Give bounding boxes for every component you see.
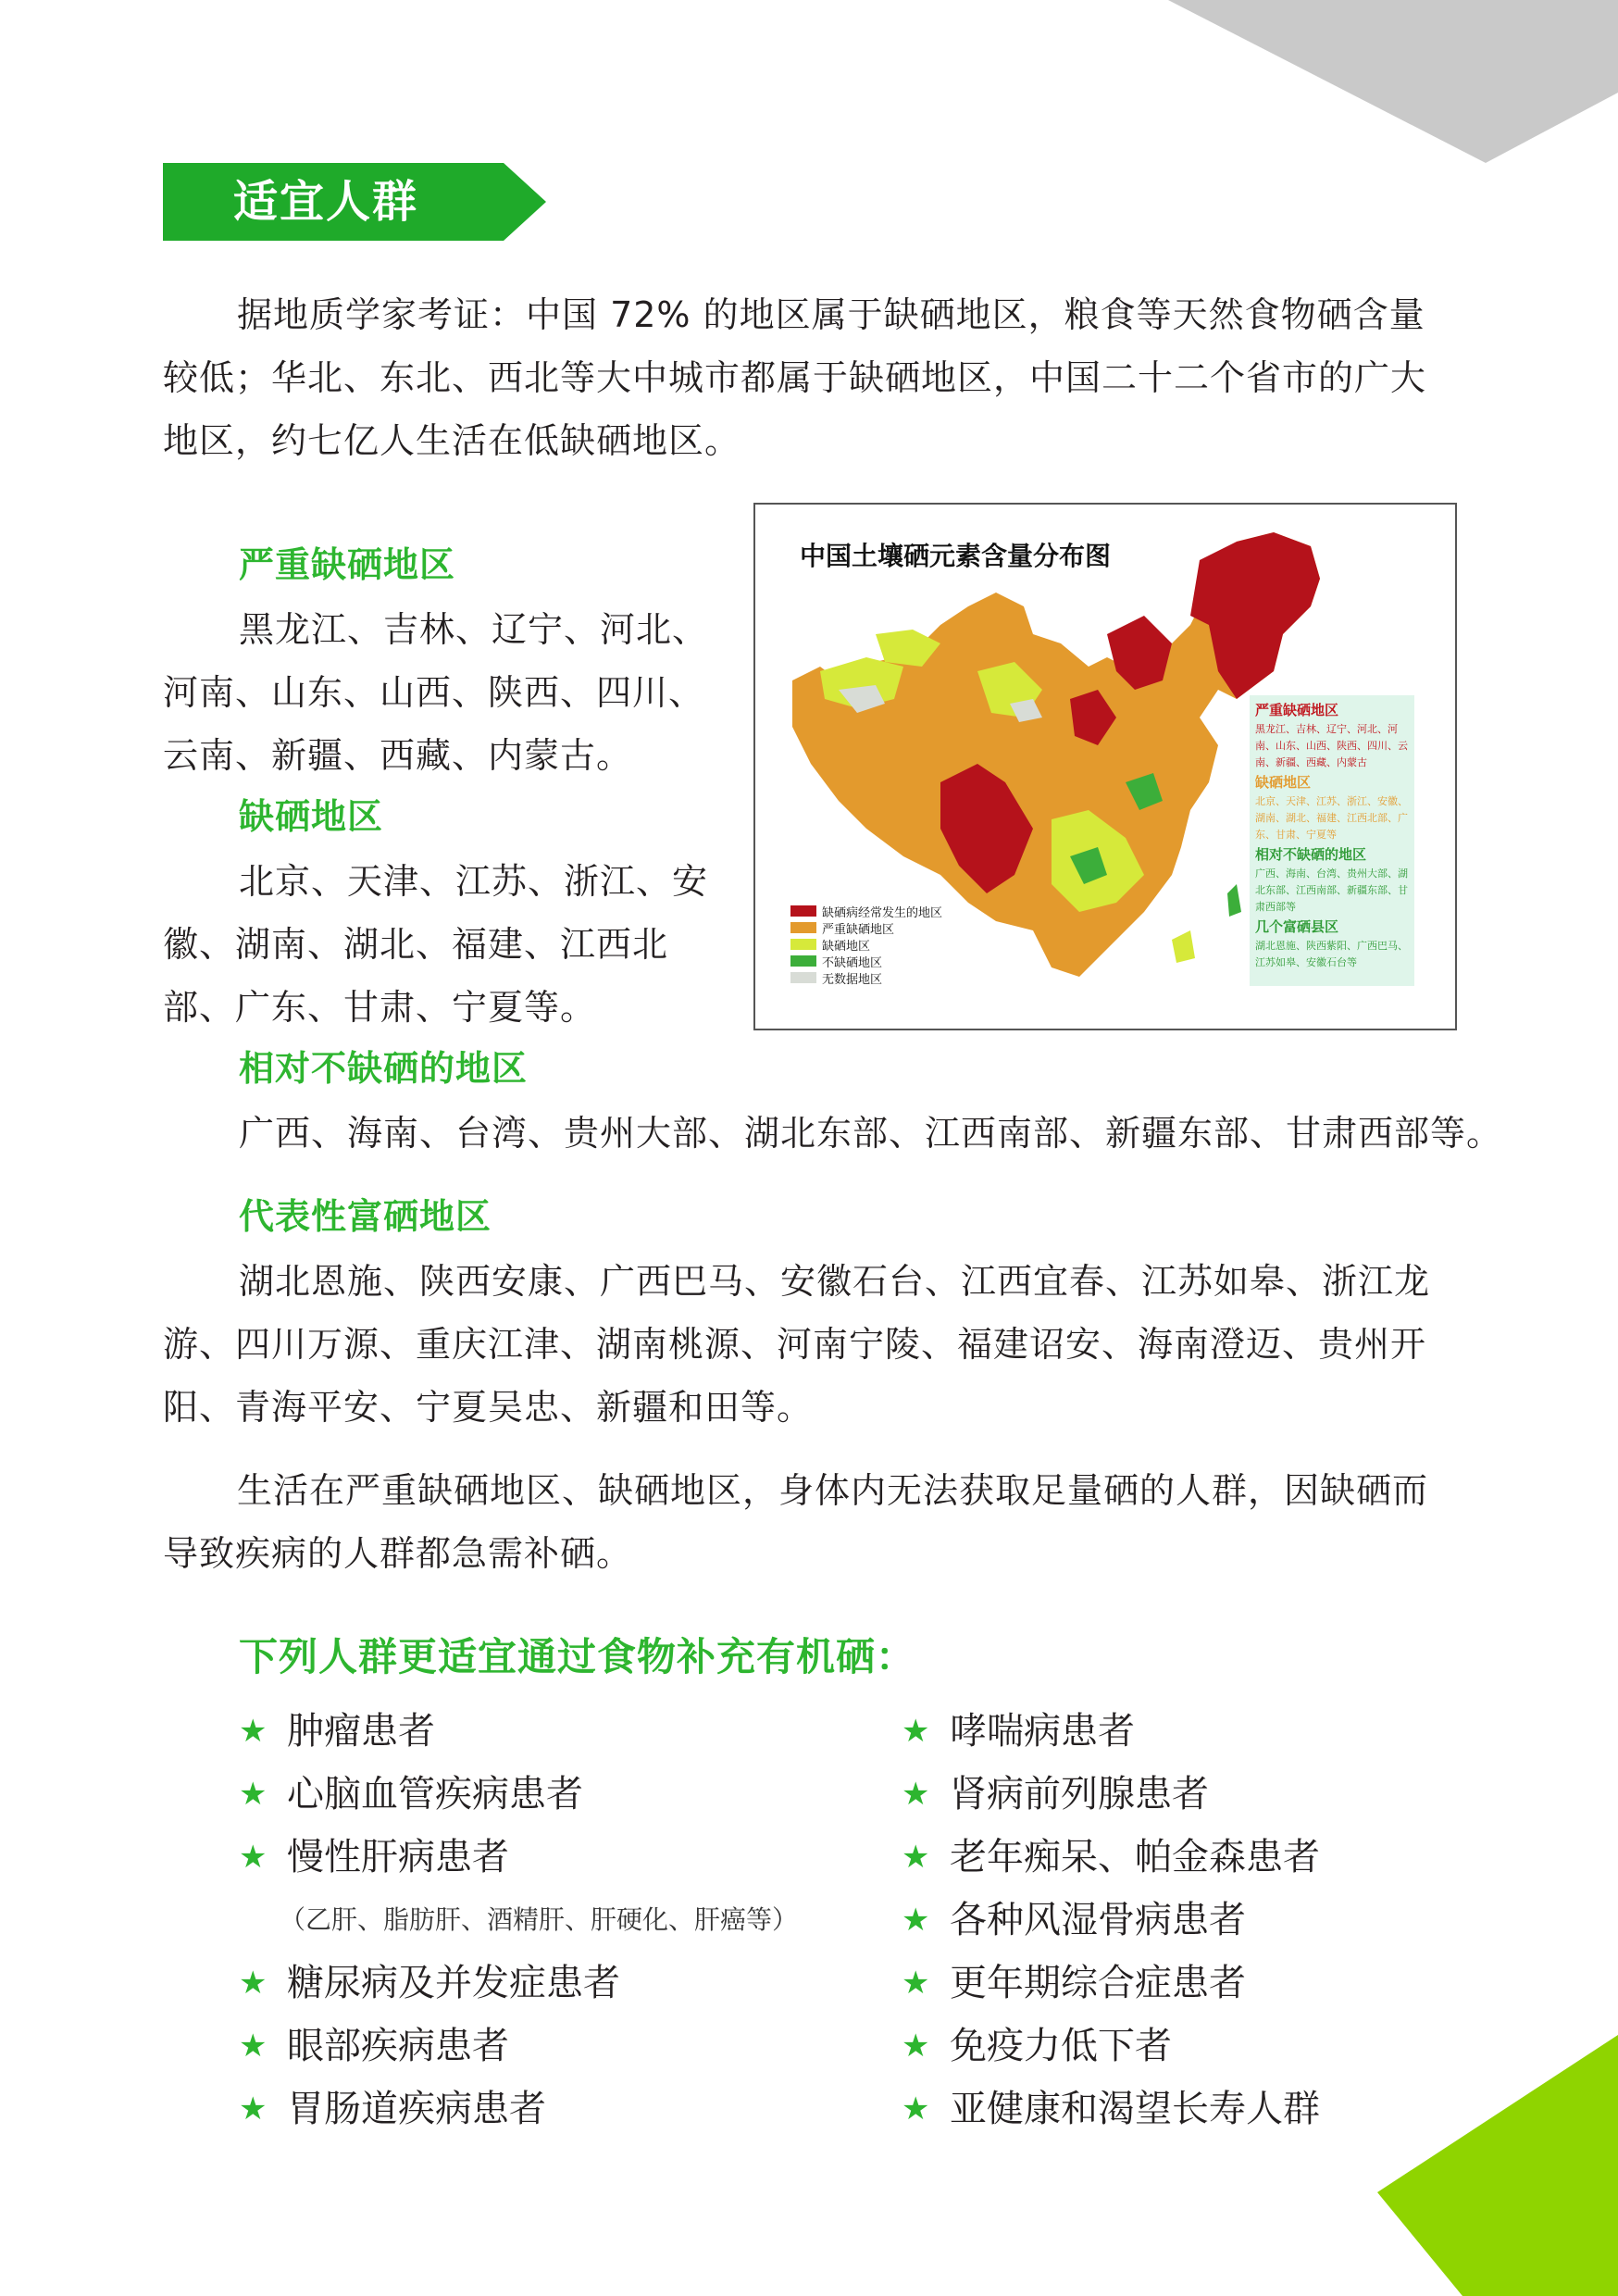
suitable-heading: 下列人群更适宜通过食物补充有机硒： bbox=[239, 1634, 916, 1679]
relative-heading: 相对不缺硒的地区 bbox=[239, 1048, 529, 1089]
intro-text: 据地质学家考证：中国 72% 的地区属于缺硒地区，粮食等天然食物硒含量较低；华北、东北、西北等大中城市都属于缺硒地区，中国二十二个省市的广大地区，约七亿人生活在低缺硒地区。 bbox=[163, 294, 1427, 461]
list-item: ★ 胃肠道疾病患者 bbox=[239, 2078, 798, 2140]
key-heading: 相对不缺硒的地区 bbox=[1255, 846, 1367, 863]
rich-heading: 代表性富硒地区 bbox=[239, 1196, 492, 1237]
suitable-list-right bbox=[902, 1700, 1320, 2140]
deficient-heading: 缺硒地区 bbox=[239, 796, 384, 837]
banner-title: 适宜人群 bbox=[233, 176, 419, 228]
list-item: ★ 亚健康和渴望长寿人群 bbox=[902, 2078, 1320, 2140]
summary-paragraph bbox=[163, 1459, 1459, 1585]
star-icon: ★ bbox=[239, 1839, 268, 1876]
list-item: ★ 眼部疾病患者 bbox=[239, 2015, 798, 2078]
relative-text: 广西、海南、台湾、贵州大部、湖北东部、江西南部、新疆东部、甘肃西部等。 bbox=[239, 1113, 1503, 1154]
key-heading: 几个富硒县区 bbox=[1255, 918, 1339, 935]
legend-item: 严重缺硒地区 bbox=[790, 919, 942, 936]
key-text: 湖北恩施、陕西紫阳、广西巴马、江苏如皋、安徽石台等 bbox=[1255, 940, 1408, 968]
map-title: 中国土壤硒元素含量分布图 bbox=[800, 541, 1112, 571]
key-text: 黑龙江、吉林、辽宁、河北、河南、山东、山西、陕西、四川、云南、新疆、西藏、内蒙古 bbox=[1255, 723, 1408, 768]
list-item: ★ 糖尿病及并发症患者 bbox=[239, 1952, 798, 2015]
star-icon: ★ bbox=[902, 1839, 930, 1876]
key-heading: 缺硒地区 bbox=[1255, 774, 1312, 791]
corner-decoration-top bbox=[0, 0, 1618, 185]
legend-item: 不缺硒地区 bbox=[790, 953, 942, 969]
list-item: ★ 更年期综合症患者 bbox=[902, 1952, 1320, 2015]
legend-item: 无数据地区 bbox=[790, 969, 942, 986]
key-heading: 严重缺硒地区 bbox=[1255, 702, 1339, 718]
key-text: 北京、天津、江苏、浙江、安徽、湖南、湖北、福建、江西北部、广东、甘肃、宁夏等 bbox=[1255, 795, 1408, 841]
list-item-note: （乙肝、脂肪肝、酒精肝、肝硬化、肝癌等） bbox=[280, 1904, 799, 1935]
star-icon: ★ bbox=[902, 1902, 930, 1939]
list-item: ★ 哮喘病患者 bbox=[902, 1700, 1320, 1763]
star-icon: ★ bbox=[902, 1713, 930, 1750]
intro-paragraph bbox=[163, 283, 1459, 472]
star-icon: ★ bbox=[239, 1965, 268, 2002]
list-item: ★ 老年痴呆、帕金森患者 bbox=[902, 1826, 1320, 1889]
list-item: ★ 肾病前列腺患者 bbox=[902, 1763, 1320, 1826]
star-icon: ★ bbox=[239, 1713, 268, 1750]
star-icon: ★ bbox=[239, 2090, 268, 2128]
list-item: ★ 肿瘤患者 bbox=[239, 1700, 798, 1763]
list-item: ★ 心脑血管疾病患者 bbox=[239, 1763, 798, 1826]
summary-text: 生活在严重缺硒地区、缺硒地区，身体内无法获取足量硒的人群，因缺硒而导致疾病的人群都急需补硒。 bbox=[163, 1470, 1429, 1574]
map-key-panel bbox=[1250, 695, 1414, 986]
key-text: 广西、海南、台湾、贵州大部、湖北东部、江西南部、新疆东部、甘肃西部等 bbox=[1255, 867, 1408, 913]
legend-item: 缺硒病经常发生的地区 bbox=[790, 903, 942, 919]
legend-item: 缺硒地区 bbox=[790, 936, 942, 953]
selenium-map bbox=[753, 503, 1457, 1030]
section-banner bbox=[163, 163, 546, 241]
deficient-text bbox=[163, 850, 737, 1039]
rich-list: 湖北恩施、陕西安康、广西巴马、安徽石台、江西宜春、江苏如皋、浙江龙游、四川万源、重庆江津、湖南桃源、河南宁陵、福建诏安、海南澄迈、贵州开阳、青海平安、宁夏吴忠、新疆和田等。 bbox=[163, 1261, 1431, 1428]
map-legend bbox=[790, 903, 942, 986]
star-icon: ★ bbox=[902, 1965, 930, 2002]
severe-heading: 严重缺硒地区 bbox=[239, 544, 456, 585]
deficient-list: 北京、天津、江苏、浙江、安徽、湖南、湖北、福建、江西北部、广东、甘肃、宁夏等。 bbox=[163, 861, 709, 1028]
star-icon: ★ bbox=[902, 1776, 930, 1813]
list-item: ★ 慢性肝病患者 bbox=[239, 1826, 798, 1889]
star-icon: ★ bbox=[902, 2028, 930, 2065]
list-item: ★ 免疫力低下者 bbox=[902, 2015, 1320, 2078]
rich-text bbox=[163, 1250, 1459, 1439]
severe-list: 黑龙江、吉林、辽宁、河北、河南、山东、山西、陕西、四川、云南、新疆、西藏、内蒙古。 bbox=[163, 609, 709, 776]
star-icon: ★ bbox=[239, 1776, 268, 1813]
star-icon: ★ bbox=[239, 2028, 268, 2065]
severe-text bbox=[163, 598, 737, 787]
suitable-list-left bbox=[239, 1700, 798, 2140]
list-item: ★ 各种风湿骨病患者 bbox=[902, 1889, 1320, 1952]
star-icon: ★ bbox=[902, 2090, 930, 2128]
